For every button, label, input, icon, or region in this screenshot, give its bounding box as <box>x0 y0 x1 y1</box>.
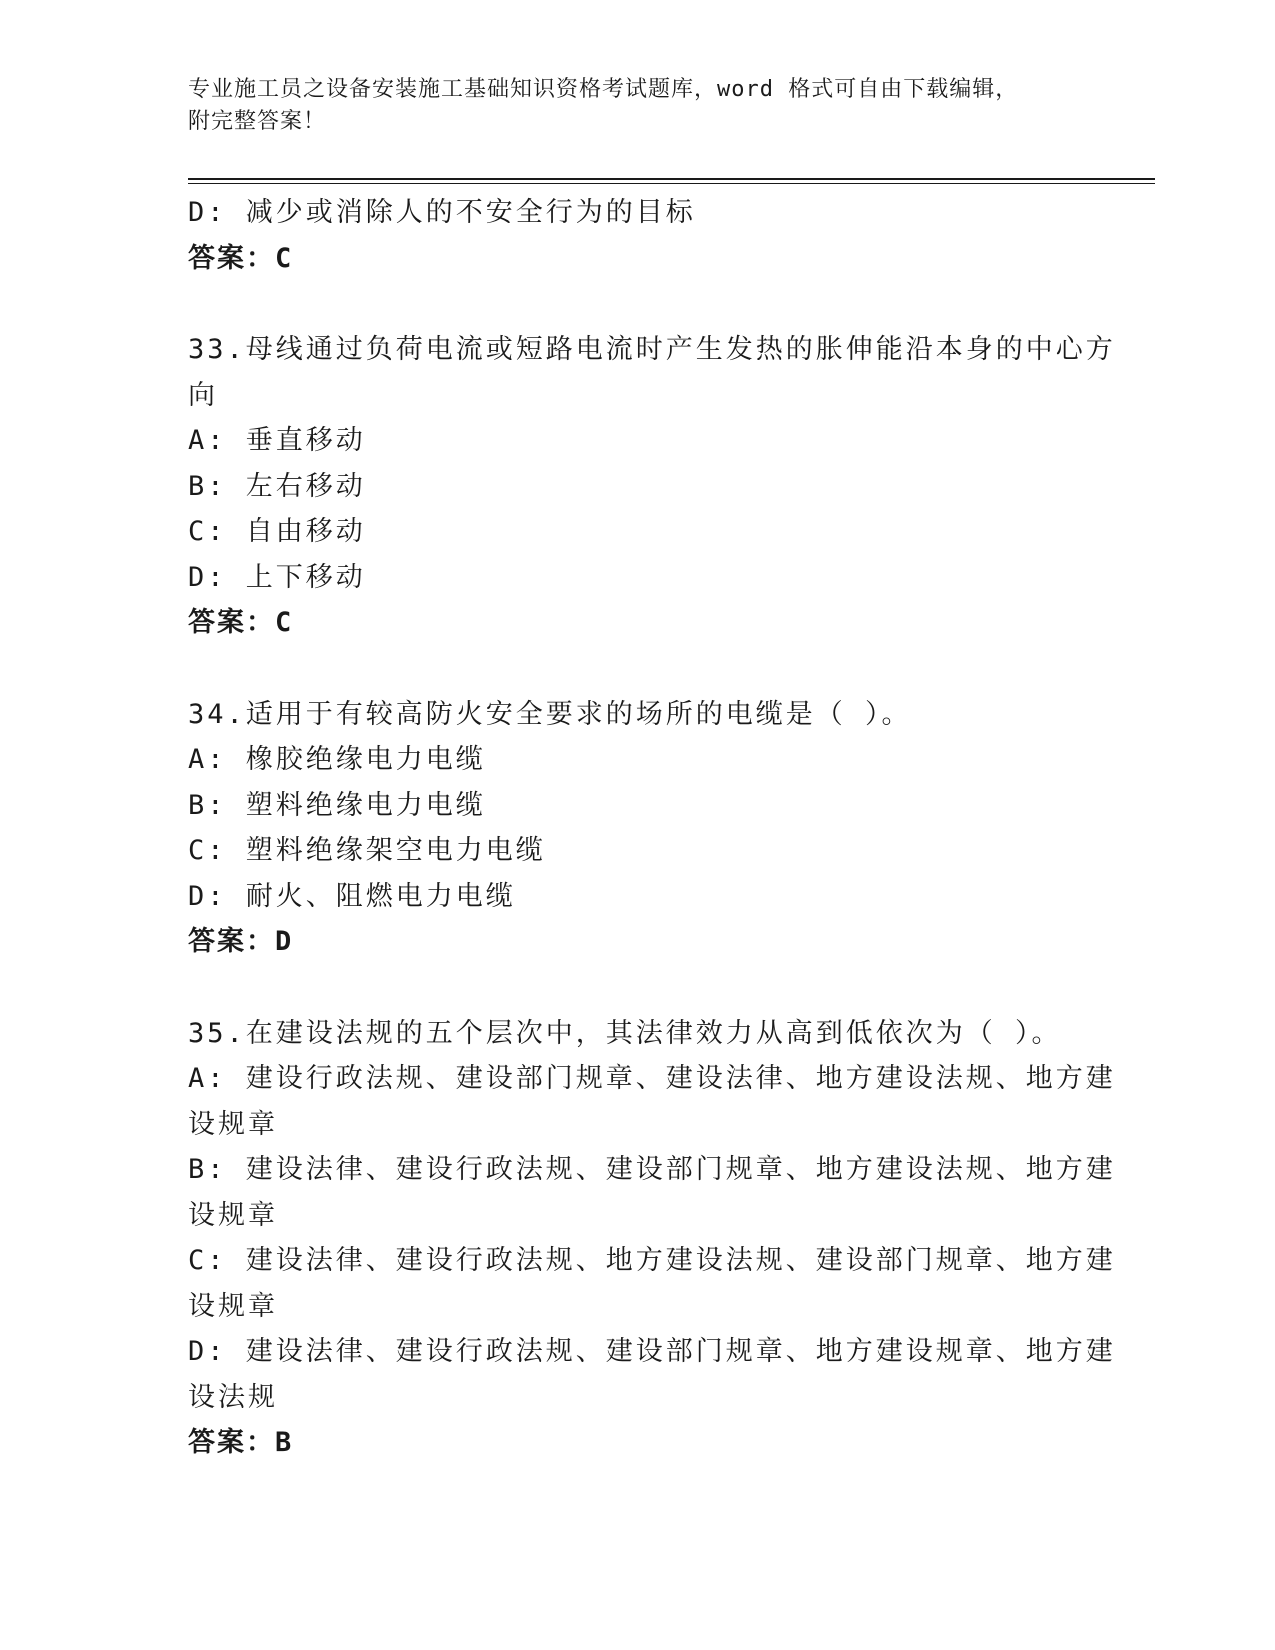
option-b: B: 建设法律、建设行政法规、建设部门规章、地方建设法规、地方建 <box>188 1154 1116 1185</box>
option-c: C: 塑料绝缘架空电力电缆 <box>188 835 546 866</box>
question-block-34 <box>188 692 1088 965</box>
option-b-continued: 设规章 <box>188 1199 278 1231</box>
option-a-continued: 设规章 <box>188 1108 278 1140</box>
question-stem-continued: 向 <box>188 379 218 411</box>
header-divider-thick <box>188 178 1155 180</box>
option-b: B: 塑料绝缘电力电缆 <box>188 789 486 821</box>
spacer <box>188 965 1088 1011</box>
option-c-continued: 设规章 <box>188 1290 278 1322</box>
spacer <box>188 281 1088 327</box>
option-d: D: 上下移动 <box>188 561 366 593</box>
answer-line: 答案：D <box>188 926 294 957</box>
option-d-continued: 设法规 <box>188 1381 278 1413</box>
header-title-line-1: 专业施工员之设备安装施工基础知识资格考试题库，word 格式可自由下载编辑， <box>188 77 1019 102</box>
option-d: D: 减少或消除人的不安全行为的目标 <box>188 197 696 228</box>
question-block-prev <box>188 190 1088 281</box>
question-block-35 <box>188 1011 1116 1466</box>
question-block-33 <box>188 327 1116 646</box>
option-a: A: 橡胶绝缘电力电缆 <box>188 744 486 775</box>
option-b: B: 左右移动 <box>188 470 366 502</box>
answer-line: 答案：B <box>188 1427 294 1458</box>
page-header <box>188 74 1068 138</box>
header-divider-thin <box>188 183 1155 184</box>
question-stem: 35.在建设法规的五个层次中，其法律效力从高到低依次为（ ）。 <box>188 1017 1062 1049</box>
option-a: A: 建设行政法规、建设部门规章、建设法律、地方建设法规、地方建 <box>188 1063 1116 1094</box>
question-stem: 34.适用于有较高防火安全要求的场所的电缆是（ ）。 <box>188 698 912 730</box>
spacer <box>188 646 1088 692</box>
option-d: D: 建设法律、建设行政法规、建设部门规章、地方建设规章、地方建 <box>188 1336 1116 1367</box>
header-title-line-2: 附完整答案！ <box>188 109 327 134</box>
question-stem: 33.母线通过负荷电流或短路电流时产生发热的胀伸能沿本身的中心方 <box>188 334 1116 365</box>
option-d: D: 耐火、阻燃电力电缆 <box>188 880 516 912</box>
option-a: A: 垂直移动 <box>188 425 366 456</box>
answer-line: 答案：C <box>188 242 294 274</box>
option-c: C: 建设法律、建设行政法规、地方建设法规、建设部门规章、地方建 <box>188 1245 1116 1276</box>
option-c: C: 自由移动 <box>188 516 366 547</box>
answer-line: 答案：C <box>188 607 294 638</box>
question-list <box>188 190 1116 1466</box>
